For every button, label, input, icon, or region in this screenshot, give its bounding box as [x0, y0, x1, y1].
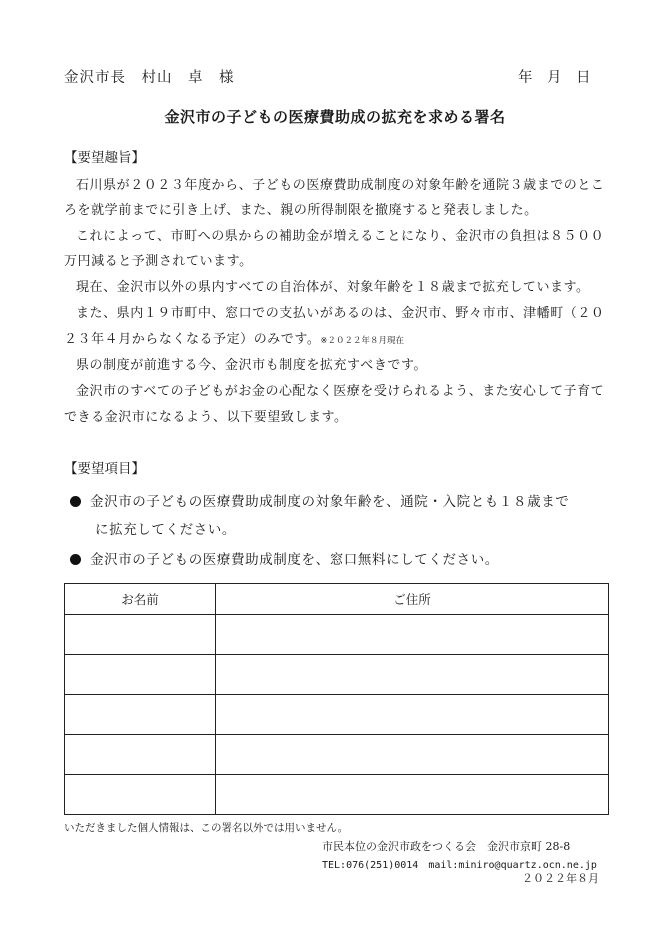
purpose-line-8: 県の制度が前進する今、金沢市も制度を拡充すべきです。 — [76, 358, 428, 373]
purpose-heading: 【要望趣旨】 — [64, 150, 145, 166]
date-note: ※２０２２年８月現在 — [320, 336, 405, 346]
purpose-line-4: 万円減ると予測されています。 — [64, 254, 253, 269]
organization-address: 市民本位の金沢市政をつくる会 金沢市京町 28-8 — [322, 840, 571, 853]
bullet-icon — [70, 496, 81, 507]
request-item-1-cont: に拡充してください。 — [95, 522, 236, 538]
purpose-line-2: ろを就学前までに引き上げ、また、親の所得制限を撤廃すると発表しました。 — [64, 203, 538, 218]
purpose-line-7-text: ２３年４月からなくなる予定）のみです。 — [64, 332, 321, 347]
address-cell[interactable] — [216, 655, 609, 695]
table-row — [65, 695, 609, 735]
request-item-2-text: 金沢市の子どもの医療費助成制度を、窓口無料にしてください。 — [90, 552, 499, 568]
name-column-header: お名前 — [65, 584, 216, 615]
purpose-line-5: 現在、金沢市以外の県内すべての自治体が、対象年齢を１８歳まで拡充しています。 — [76, 280, 590, 295]
request-item-1-text: 金沢市の子どもの医療費助成制度の対象年齢を、通院・入院とも１８歳まで — [90, 494, 570, 510]
purpose-line-6: また、県内１９市町中、窓口での支払いがあるのは、金沢市、野々市市、津幡町（２０ — [76, 306, 605, 321]
address-column-header: ご住所 — [216, 584, 609, 615]
name-cell[interactable] — [65, 695, 216, 735]
items-heading: 【要望項目】 — [64, 461, 145, 477]
address-cell[interactable] — [216, 735, 609, 775]
table-row — [65, 615, 609, 655]
purpose-line-3: これによって、市町への県からの補助金が増えることになり、金沢市の負担は８５００ — [76, 229, 605, 244]
address-cell[interactable] — [216, 615, 609, 655]
issue-date: ２０２２年８月 — [522, 872, 599, 885]
table-row — [65, 775, 609, 815]
date-field: 年 月 日 — [518, 70, 591, 86]
document-title: 金沢市の子どもの医療費助成の拡充を求める署名 — [164, 108, 506, 126]
table-header-row — [65, 584, 609, 615]
purpose-line-7 — [64, 328, 404, 347]
bullet-icon — [70, 554, 81, 565]
address-cell[interactable] — [216, 775, 609, 815]
signature-table — [64, 583, 609, 815]
request-item-1 — [70, 490, 569, 510]
name-cell[interactable] — [65, 615, 216, 655]
name-cell[interactable] — [65, 775, 216, 815]
name-cell[interactable] — [65, 735, 216, 775]
purpose-line-10: できる金沢市になるよう、以下要望致します。 — [64, 410, 348, 425]
purpose-line-9: 金沢市のすべての子どもがお金の心配なく医療を受けられるよう、また安心して子育て — [76, 384, 605, 399]
table-row — [65, 735, 609, 775]
request-item-2 — [70, 548, 499, 568]
name-cell[interactable] — [65, 655, 216, 695]
privacy-note: いただきました個人情報は、この署名以外では用いません。 — [64, 822, 349, 834]
addressee: 金沢市長 村山 卓 様 — [64, 70, 235, 86]
address-cell[interactable] — [216, 695, 609, 735]
table-row — [65, 655, 609, 695]
purpose-line-1: 石川県が２０２３年度から、子どもの医療費助成制度の対象年齢を通院３歳までのとこ — [76, 178, 605, 193]
contact-info: TEL:076(251)0014 mail:miniro@quartz.ocn.ne.jp — [322, 860, 597, 871]
